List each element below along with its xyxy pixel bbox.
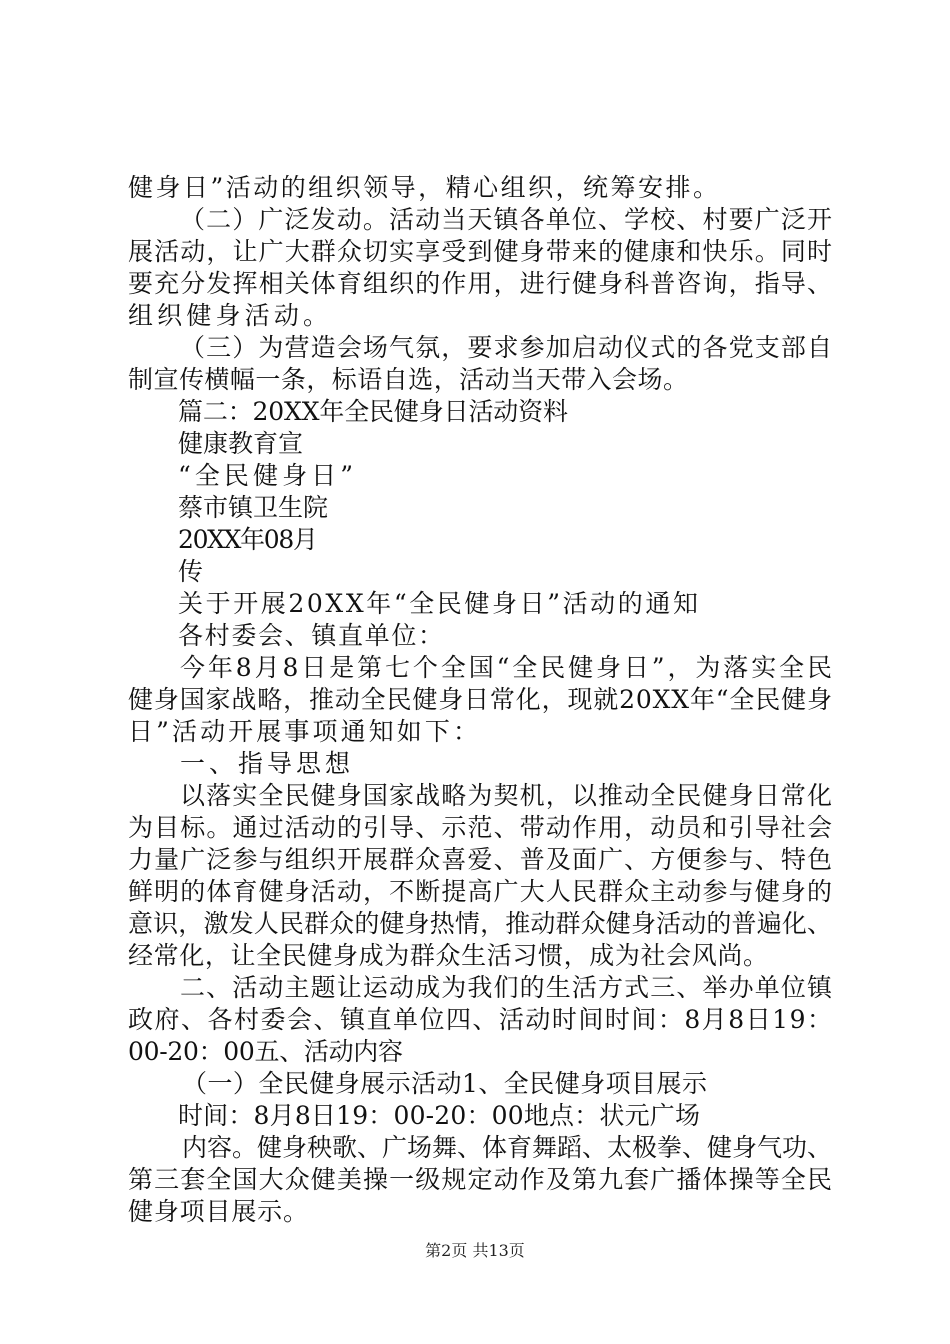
text-line: 健康教育宣 xyxy=(178,429,303,458)
text-line: 政府、各村委会、镇直单位四、活动时间时间：8月8日19： xyxy=(128,1005,834,1034)
text-line: 组织健身活动。 xyxy=(128,301,333,330)
text-line: （三）为营造会场气氛，要求参加启动仪式的各党支部自 xyxy=(180,333,834,362)
text-line: 篇二：20XX年全民健身日活动资料 xyxy=(178,397,568,426)
page-footer: 第2页 共13页 xyxy=(425,1241,525,1260)
text-line: 以落实全民健身国家战略为契机，以推动全民健身日常化 xyxy=(180,781,834,810)
text-line: 内容。健身秧歌、广场舞、体育舞蹈、太极拳、健身气功、 xyxy=(182,1133,832,1162)
text-line: 健身项目展示。 xyxy=(128,1197,309,1226)
text-line: 力量广泛参与组织开展群众喜爱、普及面广、方便参与、特色 xyxy=(128,845,834,874)
text-line: “全民健身日” xyxy=(178,461,358,490)
text-line: 00-20：00五、活动内容 xyxy=(128,1037,403,1066)
text-line: 二、活动主题让运动成为我们的生活方式三、举办单位镇 xyxy=(180,973,834,1002)
text-line: 为目标。通过活动的引导、示范、带动作用，动员和引导社会 xyxy=(128,813,834,842)
text-line: 鲜明的体育健身活动，不断提高广大人民群众主动参与健身的 xyxy=(128,877,834,906)
text-line: 时间：8月8日19：00-20：00地点：状元广场 xyxy=(178,1101,701,1130)
text-line: 关于开展20XX年“全民健身日”活动的通知 xyxy=(178,589,701,618)
text-line: 经常化，让全民健身成为群众生活习惯，成为社会风尚。 xyxy=(128,941,769,970)
text-line: 健身日”活动的组织领导，精心组织，统筹安排。 xyxy=(128,173,721,202)
text-line: 健身国家战略，推动全民健身日常化，现就20XX年“全民健身 xyxy=(128,685,833,714)
text-line: 意识，激发人民群众的健身热情，推动群众健身活动的普遍化、 xyxy=(128,909,833,938)
text-line: 要充分发挥相关体育组织的作用，进行健身科普咨询，指导、 xyxy=(128,269,834,298)
text-line: 第三套全国大众健美操一级规定动作及第九套广播体操等全民 xyxy=(128,1165,834,1194)
text-line: 今年8月8日是第七个全国“全民健身日”，为落实全民 xyxy=(180,653,835,682)
text-line: 各村委会、镇直单位： xyxy=(178,621,445,650)
text-line: （二）广泛发动。活动当天镇各单位、学校、村要广泛开 xyxy=(180,205,834,234)
text-line: （一）全民健身展示活动1、全民健身项目展示 xyxy=(182,1069,708,1098)
text-line: 日”活动开展事项通知如下： xyxy=(128,717,482,746)
text-line: 制宣传横幅一条，标语自选，活动当天带入会场。 xyxy=(128,365,689,394)
text-line: 20XX年08月 xyxy=(178,525,317,554)
text-line: 传 xyxy=(178,557,204,586)
text-line: 蔡市镇卫生院 xyxy=(178,493,328,522)
text-line: 一、指导思想 xyxy=(180,749,354,778)
text-line: 展活动，让广大群众切实享受到健身带来的健康和快乐。同时 xyxy=(128,237,834,266)
